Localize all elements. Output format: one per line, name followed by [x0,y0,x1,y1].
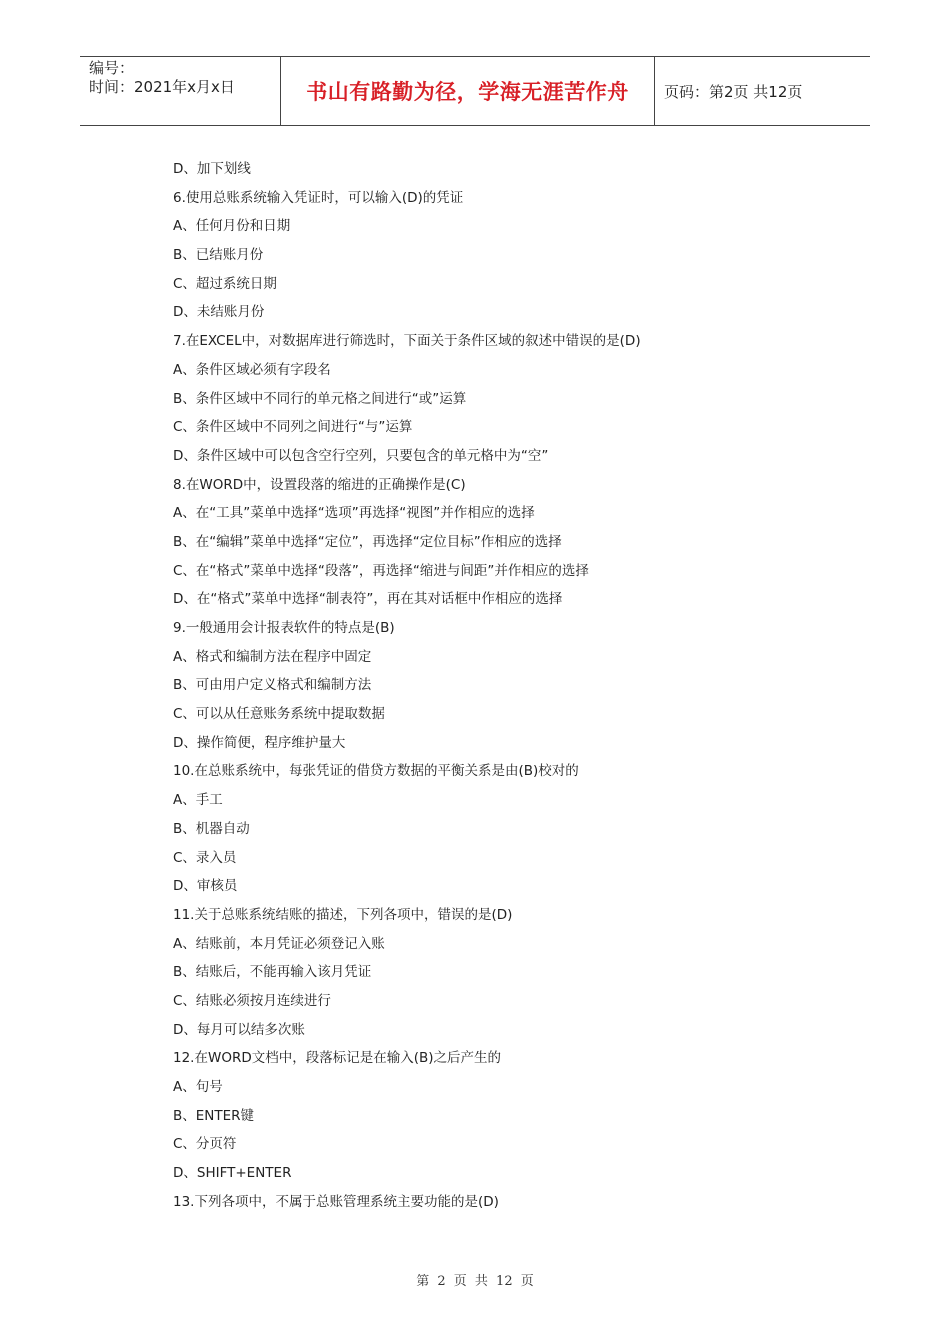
text-line: 7.在EXCEL中，对数据库进行筛选时，下面关于条件区域的叙述中错误的是(D) [173,333,641,350]
text-line: B、结账后，不能再输入该月凭证 [173,964,372,981]
text-line: A、句号 [173,1079,223,1095]
text-line: B、可由用户定义格式和编制方法 [173,677,372,694]
text-line: C、在“格式”菜单中选择“段落”，再选择“缩进与间距”并作相应的选择 [173,562,589,579]
text-line: B、已结账月份 [173,247,264,264]
text-line: D、每月可以结多次账 [173,1021,305,1038]
text-line: 9.一般通用会计报表软件的特点是(B) [173,620,395,636]
page-header [80,56,870,126]
text-line: A、格式和编制方法在程序中固定 [173,648,372,665]
text-line: A、条件区域必须有字段名 [173,361,331,378]
text-line: 13.下列各项中，不属于总账管理系统主要功能的是(D) [173,1193,499,1210]
text-line: 8.在WORD中，设置段落的缩进的正确操作是(C) [173,476,466,493]
text-line: C、分页符 [173,1136,237,1153]
header-meta [80,57,281,125]
header-date-label: 时间：2021年x月x日 [89,78,235,96]
text-line: D、在“格式”菜单中选择“制表符”，再在其对话框中作相应的选择 [173,591,563,608]
text-line: D、加下划线 [173,161,251,177]
document-body [173,155,823,1216]
text-line: C、条件区域中不同列之间进行“与”运算 [173,419,413,436]
text-line: A、结账前，本月凭证必须登记入账 [173,935,385,952]
text-line: A、手工 [173,792,223,809]
text-line: 10.在总账系统中，每张凭证的借贷方数据的平衡关系是由(B)校对的 [173,763,579,780]
text-line: 11.关于总账系统结账的描述，下列各项中，错误的是(D) [173,906,513,923]
text-line: D、SHIFT+ENTER [173,1165,292,1182]
header-number-label: 编号： [89,59,135,77]
text-line: A、在“工具”菜单中选择“选项”再选择“视图”并作相应的选择 [173,505,535,522]
text-line: D、条件区域中可以包含空行空列，只要包含的单元格中为“空” [173,447,549,464]
text-line: D、操作简便，程序维护量大 [173,734,346,751]
text-line: 12.在WORD文档中，段落标记是在输入(B)之后产生的 [173,1050,502,1067]
text-line: D、未结账月份 [173,304,265,321]
header-page-info: 页码：第2页 共12页 [664,82,803,101]
text-line: C、超过系统日期 [173,275,277,292]
text-line: C、可以从任意账务系统中提取数据 [173,706,385,723]
text-line: B、机器自动 [173,820,250,837]
text-line: C、结账必须按月连续进行 [173,992,331,1009]
text-line: 6.使用总账系统输入凭证时，可以输入(D)的凭证 [173,189,464,206]
text-line: B、在“编辑”菜单中选择“定位”，再选择“定位目标”作相应的选择 [173,533,562,550]
header-motto: 书山有路勤为径，学海无涯苦作舟 [281,57,655,125]
text-line: B、ENTER键 [173,1107,255,1124]
page-footer: 第 2 页 共 12 页 [416,1274,534,1289]
text-line: D、审核员 [173,878,238,895]
text-line: C、录入员 [173,849,237,866]
text-line: B、条件区域中不同行的单元格之间进行“或”运算 [173,390,467,407]
text-line: A、任何月份和日期 [173,218,291,235]
